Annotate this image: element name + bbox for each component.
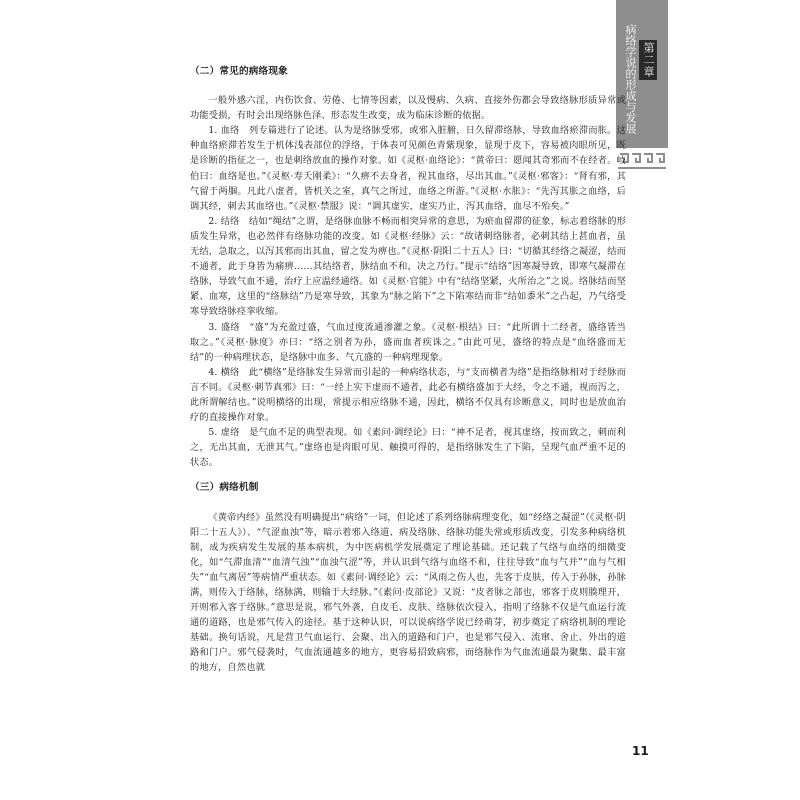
main-text bbox=[190, 64, 626, 676]
page-number: 11 bbox=[632, 744, 649, 758]
paragraph-mechanism: 《黄帝内经》虽然没有明确提出“病络”一词，但论述了系列络脉病理变化，如“经络之凝涩”（《灵枢·阴阳二十五人》）、“气涩血浊”等，暗示着邪入络道、病及络脉、络脉功能失常或形质改变，引发多种病络机制，成为疾病发生发展的基本病机，为中医病机学发展奠定了理论基础。还记载了气络与血络的细微变化，如“气滞血清”“血清气浊”“血浊气涩”等，并认识到气络与血络不和，往往导致“血与气并”“血与气相失”“血气离居”等病情严重状态。如《素问·调经论》云：“风雨之伤人也，先客于皮肤，传入于孙脉，孙脉满，则传入于络脉，络脉满，则输于大经脉。”《素问·皮部论》又说：“皮者脉之部也，邪客于皮则腠理开，开则邪入客于络脉。”意思是说，邪气外袭，自皮毛、皮肤、络脉依次侵入，指明了络脉不仅是气血运行流通的道路，也是邪气传入的途径。基于这种认识，可以说病络学说已经萌芽，初步奠定了病络机制的理论基础。换句话说，凡是营卫气血运行、会聚、出入的道路和门户，也是邪气侵入、流窜、舍止、外出的道路和门户。邪气侵袭时，气血流通越多的地方，更容易招致病邪，而络脉作为气血流通最为聚集、最丰富的地方，自然也就 bbox=[190, 511, 626, 674]
section-heading-mechanism: （三）病络机制 bbox=[190, 482, 259, 494]
paragraph-exuberant-collateral: 3. 盛络 “盛”为充盈过盛，气血过度流通渗灌之象。《灵枢·根结》曰：“此所谓十二经者，盛络皆当取之。”《灵枢·脉度》亦曰：“络之别者为孙，盛而血者疾诛之。”由此可见，盛络的特点是“血络盛而无结”的一种病理状态，是络脉中血多、气亢盛的一种病理现象。 bbox=[190, 321, 626, 363]
paragraph-deficient-collateral: 5. 虚络 是气血不足的典型表现。如《素问·调经论》曰：“神不足者，视其虚络，按而致之，刺而利之，无出其血，无泄其气。”虚络也是肉眼可见、触摸可得的，是指络脉发生了下陷，呈现气血严重不足的状态。 bbox=[190, 427, 626, 469]
chapter-label: 第二章 bbox=[639, 40, 657, 80]
paragraph-knotted-collateral: 2. 结络 结如“绳结”之谓，是络脉血脉不畅而相突异常的意思，为瘀血留滞的征象，标志着络脉的形质发生异常，也必然伴有络脉功能的改变。如《灵枢·经脉》云：“故诸刺络脉者，必刺其结上甚血者，虽无结，急取之，以泻其邪而出其血，留之发为痹也。”《灵枢·阴阳二十五人》曰：“切循其经络之凝涩，结而不通者，此于身皆为痛痹……其结络者，脉结血不和，决之乃行。”提示“结络”因寒凝导致，即寒气凝滞在络脉，导致气血不通，治疗上应温经通络。如《灵枢·官能》中有“结络坚紧，火所治之”之说。络脉结而坚紧、血寒，这里的“络脉结”乃是寒导致，其象为“脉之陷下”之下陷寒结而非“结如黍米”之凸起，乃气络受寒导致络脉痉挛收缩。 bbox=[190, 215, 626, 318]
paragraph: 一般外感六淫，内伤饮食、劳倦、七情等因素，以及慢病、久病、直接外伤都会导致络脉形质异常或功能受损，有时会出现络脉色泽、形态发生改变，成为临床诊断的依据。 bbox=[190, 95, 626, 122]
paragraph-blood-collateral: 1. 血络 列专篇进行了论述。认为是络脉受邪，或邪入脏腑，日久留滞络脉，导致血络瘀滞而胀。这种血络瘀滞若发生于机体浅表部位的浮络，于体表可见颜色青紫现象，显现于皮下，容易被肉眼所见，既是诊断的指征之一，也是刺络放血的操作对象。如《灵枢·血络论》：“黄帝曰：愿闻其奇邪而不在经者。岐伯曰：血络是也。”《灵枢·寿夭刚柔》：“久痹不去身者，视其血络，尽出其血。”《灵枢·邪客》：“肾有邪，其气留于两腘。凡此八虚者，皆机关之室，真气之所过，血络之所游。”《灵枢·水胀》：“先泻其胀之血络，后调其经，刺去其血络也。”《灵枢·禁服》说：“调其虚实，虚实乃止，泻其血络，血尽不殆矣。” bbox=[190, 125, 626, 212]
section-heading-common: （二）常见的病络现象 bbox=[190, 66, 288, 77]
chapter-tab-labels bbox=[623, 20, 657, 134]
paragraph-transverse-collateral: 4. 横络 此“横络”是络脉发生异常而引起的一种病络状态，与“支而横者为络”是指络脉相对于经脉而言不同。《灵枢·刺节真邪》曰：“一经上实下虚而不通者，此必有横络盛加于大经，令之不通，视而泻之，此所谓解结也。”说明横络的出现，常提示相应络脉不通，因此，横络不仅具有诊断意义，同时也是放血治疗的直接操作对象。 bbox=[190, 366, 626, 424]
chapter-title: 病络学说的形成与发展 bbox=[624, 24, 637, 134]
